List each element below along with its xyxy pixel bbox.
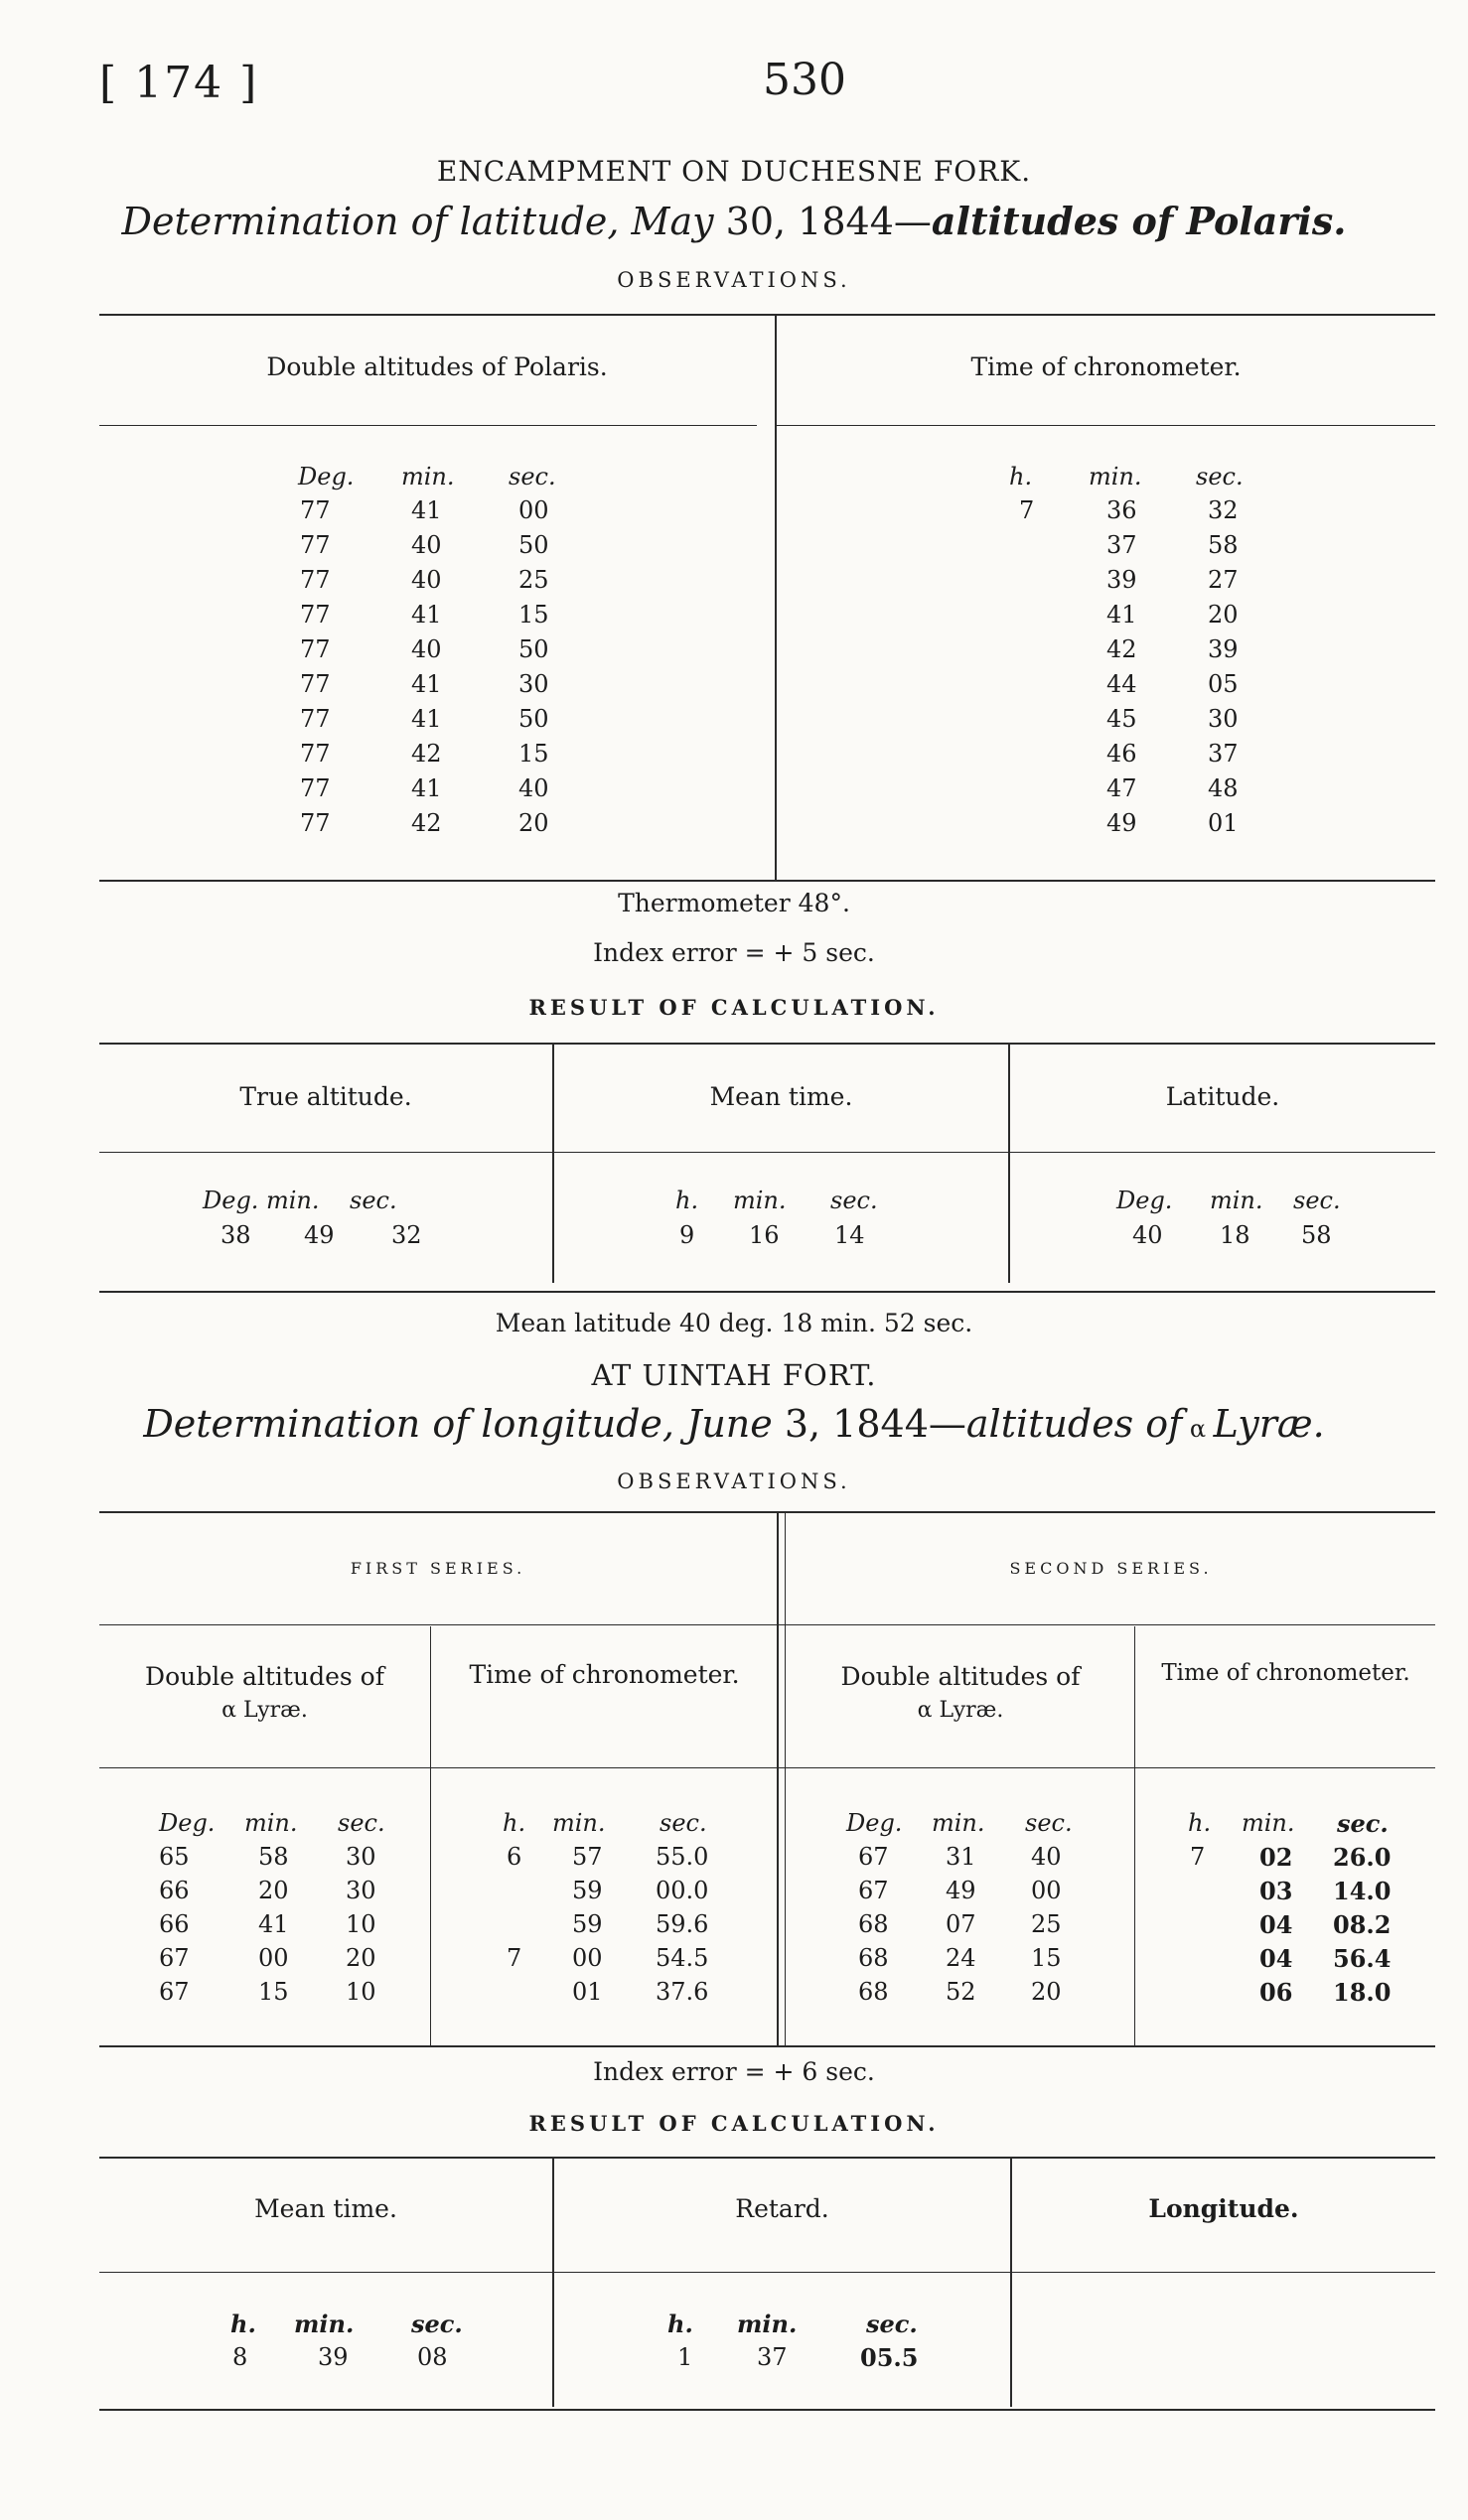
subtitle-part-b: May — [631, 200, 714, 243]
unit-deg: Deg. — [203, 1187, 259, 1214]
cell: 04 — [1259, 1910, 1293, 1939]
cell: 49 — [1106, 809, 1137, 837]
cell: 50 — [518, 531, 549, 559]
table1-bottom-rule — [99, 880, 1435, 882]
cell: 01 — [1208, 809, 1239, 837]
cell: 50 — [518, 635, 549, 663]
cell: 50 — [518, 705, 549, 733]
result1-divider-2 — [1008, 1045, 1010, 1283]
cell: 7 — [1190, 1843, 1206, 1871]
cell: 66 — [159, 1910, 190, 1938]
section2-observations-label: OBSERVATIONS. — [617, 1470, 851, 1493]
cell: 00.0 — [656, 1877, 709, 1904]
cell: 38 — [220, 1221, 251, 1249]
cell: 15 — [518, 601, 549, 629]
cell: 15 — [1031, 1944, 1062, 1972]
cell: 15 — [258, 1978, 289, 2006]
cell: 32 — [391, 1221, 422, 1249]
cell: 68 — [858, 1910, 889, 1938]
unit-sec: sec. — [830, 1187, 878, 1214]
cell: 03 — [1259, 1877, 1293, 1905]
cell: 40 — [518, 774, 549, 802]
result1-divider-1 — [552, 1045, 554, 1283]
cell: 52 — [946, 1978, 976, 2006]
table2-series-divider-a — [777, 1513, 779, 2045]
cell: 9 — [679, 1221, 695, 1249]
cell: 14 — [834, 1221, 865, 1249]
cell: 46 — [1106, 740, 1137, 768]
alt-header-line1: Double altitudes of — [145, 1662, 384, 1691]
cell: 05 — [1208, 670, 1239, 698]
cell: 7 — [1019, 496, 1035, 524]
cell: 58 — [1301, 1221, 1332, 1249]
cell: 67 — [159, 1944, 190, 1972]
cell: 66 — [159, 1877, 190, 1904]
page-number: 530 — [763, 55, 846, 105]
cell: 41 — [411, 705, 442, 733]
cell: 20 — [1208, 601, 1239, 629]
subtitle-part-c: 3, 1844— — [772, 1402, 966, 1446]
cell: 08 — [417, 2343, 448, 2371]
cell: 59 — [572, 1877, 603, 1904]
unit-h: h. — [1188, 1809, 1212, 1837]
second-series-label: SECOND SERIES. — [1009, 1559, 1213, 1578]
cell: 16 — [749, 1221, 780, 1249]
unit-h: h. — [230, 2310, 256, 2338]
cell: 77 — [300, 740, 331, 768]
unit-min: min. — [266, 1187, 320, 1214]
index-error-note-2: Index error = + 6 sec. — [593, 2057, 875, 2086]
cell: 05.5 — [860, 2343, 919, 2372]
cell: 1 — [677, 2343, 693, 2371]
unit-sec: sec. — [509, 463, 556, 490]
section2-subtitle — [0, 1402, 1468, 1446]
unit-sec: sec. — [1025, 1809, 1073, 1837]
unit-sec: sec. — [866, 2310, 918, 2338]
result2-bottom-rule — [99, 2409, 1435, 2411]
thermometer-note: Thermometer 48°. — [618, 889, 850, 917]
alt-header-line2: α Lyræ. — [917, 1698, 1004, 1723]
cell: 20 — [1031, 1978, 1062, 2006]
cell: 6 — [507, 1843, 522, 1871]
unit-h: h. — [667, 2310, 693, 2338]
cell: 20 — [346, 1944, 376, 1972]
subtitle-part-b: June — [686, 1402, 773, 1446]
cell: 18 — [1220, 1221, 1250, 1249]
cell: 41 — [258, 1910, 289, 1938]
cell: 58 — [1208, 531, 1239, 559]
unit-sec: sec. — [1293, 1187, 1341, 1214]
cell: 54.5 — [656, 1944, 709, 1972]
subtitle-part-d: altitudes of Polaris. — [931, 199, 1347, 243]
cell: 56.4 — [1333, 1944, 1392, 1973]
cell: 77 — [300, 809, 331, 837]
table1-divider — [775, 316, 777, 882]
section1-observations-label: OBSERVATIONS. — [617, 268, 851, 292]
cell: 68 — [858, 1978, 889, 2006]
cell: 40 — [411, 566, 442, 594]
first-col-alt-header — [99, 1660, 430, 1728]
cell: 39 — [1208, 635, 1239, 663]
cell: 7 — [507, 1944, 522, 1972]
result2-header-longitude: Longitude. — [1148, 2194, 1299, 2223]
cell: 40 — [411, 531, 442, 559]
unit-deg: Deg. — [846, 1809, 903, 1837]
cell: 49 — [304, 1221, 335, 1249]
unit-h: h. — [1009, 463, 1033, 490]
unit-min: min. — [1242, 1809, 1295, 1837]
cell: 47 — [1106, 774, 1137, 802]
cell: 37 — [757, 2343, 788, 2371]
cell: 15 — [518, 740, 549, 768]
unit-min: min. — [244, 1809, 298, 1837]
cell: 67 — [159, 1978, 190, 2006]
cell: 30 — [1208, 705, 1239, 733]
cell: 37 — [1106, 531, 1137, 559]
cell: 41 — [411, 496, 442, 524]
cell: 48 — [1208, 774, 1239, 802]
cell: 00 — [572, 1944, 603, 1972]
result2-header-rule — [99, 2272, 1435, 2273]
cell: 77 — [300, 635, 331, 663]
cell: 26.0 — [1333, 1843, 1392, 1872]
table1-header-rule-right — [777, 425, 1435, 426]
table2-series-rule — [99, 1624, 1435, 1625]
cell: 77 — [300, 531, 331, 559]
unit-h: h. — [503, 1809, 526, 1837]
mean-latitude-note: Mean latitude 40 deg. 18 min. 52 sec. — [495, 1309, 973, 1337]
cell: 31 — [946, 1843, 976, 1871]
cell: 32 — [1208, 496, 1239, 524]
cell: 07 — [946, 1910, 976, 1938]
cell: 08.2 — [1333, 1910, 1392, 1939]
table2-col-divider-right — [1134, 1626, 1135, 2045]
unit-min: min. — [401, 463, 455, 490]
cell: 00 — [1031, 1877, 1062, 1904]
table1-top-rule — [99, 314, 1435, 316]
cell: 00 — [258, 1944, 289, 1972]
subtitle-part-d: altitudes of — [965, 1402, 1183, 1446]
unit-min: min. — [733, 1187, 787, 1214]
cell: 27 — [1208, 566, 1239, 594]
cell: 45 — [1106, 705, 1137, 733]
cell: 67 — [858, 1877, 889, 1904]
result2-header-mean-time: Mean time. — [254, 2194, 397, 2223]
table2-bottom-rule — [99, 2045, 1435, 2047]
unit-min: min. — [932, 1809, 985, 1837]
cell: 41 — [411, 670, 442, 698]
table1-col-right-header: Time of chronometer. — [970, 352, 1242, 381]
cell: 40 — [411, 635, 442, 663]
subtitle-part-e: α — [1182, 1415, 1214, 1443]
cell: 20 — [258, 1877, 289, 1904]
cell: 37.6 — [656, 1978, 709, 2006]
cell: 10 — [346, 1978, 376, 2006]
cell: 30 — [346, 1843, 376, 1871]
unit-min: min. — [294, 2310, 355, 2338]
cell: 30 — [346, 1877, 376, 1904]
cell: 04 — [1259, 1944, 1293, 1973]
cell: 37 — [1208, 740, 1239, 768]
cell: 49 — [946, 1877, 976, 1904]
section1-heading: ENCAMPMENT ON DUCHESNE FORK. — [436, 155, 1032, 188]
result1-header-rule — [99, 1152, 1435, 1153]
cell: 10 — [346, 1910, 376, 1938]
cell: 77 — [300, 566, 331, 594]
result1-bottom-rule — [99, 1291, 1435, 1293]
second-col-alt-header — [787, 1660, 1134, 1728]
cell: 25 — [518, 566, 549, 594]
cell: 00 — [518, 496, 549, 524]
unit-min: min. — [552, 1809, 606, 1837]
table1-col-left-header: Double altitudes of Polaris. — [266, 352, 608, 381]
cell: 20 — [518, 809, 549, 837]
cell: 02 — [1259, 1843, 1293, 1872]
result1-header-latitude: Latitude. — [1165, 1082, 1280, 1111]
table2-top-rule — [99, 1511, 1435, 1513]
subtitle-part-f: Lyræ. — [1213, 1402, 1325, 1446]
cell: 8 — [232, 2343, 248, 2371]
result-label-1: RESULT OF CALCULATION. — [528, 995, 940, 1020]
cell: 42 — [411, 740, 442, 768]
cell: 42 — [1106, 635, 1137, 663]
cell: 77 — [300, 670, 331, 698]
first-series-label: FIRST SERIES. — [350, 1559, 526, 1578]
result-label-2: RESULT OF CALCULATION. — [528, 2111, 940, 2136]
result1-header-mean-time: Mean time. — [709, 1082, 853, 1111]
subtitle-part-a: Determination of longitude, — [143, 1402, 687, 1446]
cell: 57 — [572, 1843, 603, 1871]
cell: 77 — [300, 601, 331, 629]
result1-top-rule — [99, 1043, 1435, 1045]
result1-header-true-altitude: True altitude. — [239, 1082, 412, 1111]
cell: 44 — [1106, 670, 1137, 698]
section1-subtitle — [0, 199, 1468, 243]
cell: 14.0 — [1333, 1877, 1392, 1905]
cell: 77 — [300, 496, 331, 524]
subtitle-part-a: Determination of latitude, — [121, 200, 632, 243]
cell: 24 — [946, 1944, 976, 1972]
cell: 39 — [318, 2343, 349, 2371]
table2-series-divider-b — [785, 1513, 786, 2045]
unit-min: min. — [737, 2310, 798, 2338]
cell: 40 — [1132, 1221, 1163, 1249]
unit-sec: sec. — [411, 2310, 463, 2338]
unit-deg: Deg. — [298, 463, 355, 490]
cell: 01 — [572, 1978, 603, 2006]
unit-deg: Deg. — [159, 1809, 216, 1837]
unit-h: h. — [675, 1187, 699, 1214]
cell: 30 — [518, 670, 549, 698]
cell: 36 — [1106, 496, 1137, 524]
result2-header-retard: Retard. — [735, 2194, 829, 2223]
unit-sec: sec. — [350, 1187, 397, 1214]
cell: 77 — [300, 774, 331, 802]
cell: 06 — [1259, 1978, 1293, 2007]
alt-header-line2: α Lyræ. — [221, 1698, 308, 1723]
table2-col-divider-left — [430, 1626, 431, 2045]
table2-header-rule — [99, 1767, 1435, 1768]
index-error-note-1: Index error = + 5 sec. — [593, 938, 875, 967]
bracket-page-number: [ 174 ] — [99, 58, 259, 108]
first-col-time-header: Time of chronometer. — [469, 1660, 740, 1689]
cell: 40 — [1031, 1843, 1062, 1871]
cell: 67 — [858, 1843, 889, 1871]
cell: 55.0 — [656, 1843, 709, 1871]
cell: 58 — [258, 1843, 289, 1871]
unit-sec: sec. — [1337, 1809, 1389, 1838]
cell: 39 — [1106, 566, 1137, 594]
unit-min: min. — [1089, 463, 1142, 490]
cell: 59.6 — [656, 1910, 709, 1938]
cell: 59 — [572, 1910, 603, 1938]
cell: 18.0 — [1333, 1978, 1392, 2007]
cell: 25 — [1031, 1910, 1062, 1938]
second-col-time-header: Time of chronometer. — [1161, 1660, 1410, 1686]
cell: 65 — [159, 1843, 190, 1871]
cell: 41 — [1106, 601, 1137, 629]
subtitle-part-c: 30, 1844— — [713, 200, 932, 243]
cell: 41 — [411, 601, 442, 629]
cell: 77 — [300, 705, 331, 733]
unit-sec: sec. — [1196, 463, 1244, 490]
cell: 68 — [858, 1944, 889, 1972]
alt-header-line1: Double altitudes of — [840, 1662, 1081, 1691]
cell: 42 — [411, 809, 442, 837]
unit-sec: sec. — [660, 1809, 707, 1837]
cell: 41 — [411, 774, 442, 802]
section2-heading: AT UINTAH FORT. — [591, 1358, 877, 1392]
unit-deg: Deg. — [1116, 1187, 1173, 1214]
unit-sec: sec. — [338, 1809, 385, 1837]
table1-header-rule-left — [99, 425, 757, 426]
unit-min: min. — [1210, 1187, 1263, 1214]
result2-top-rule — [99, 2157, 1435, 2159]
